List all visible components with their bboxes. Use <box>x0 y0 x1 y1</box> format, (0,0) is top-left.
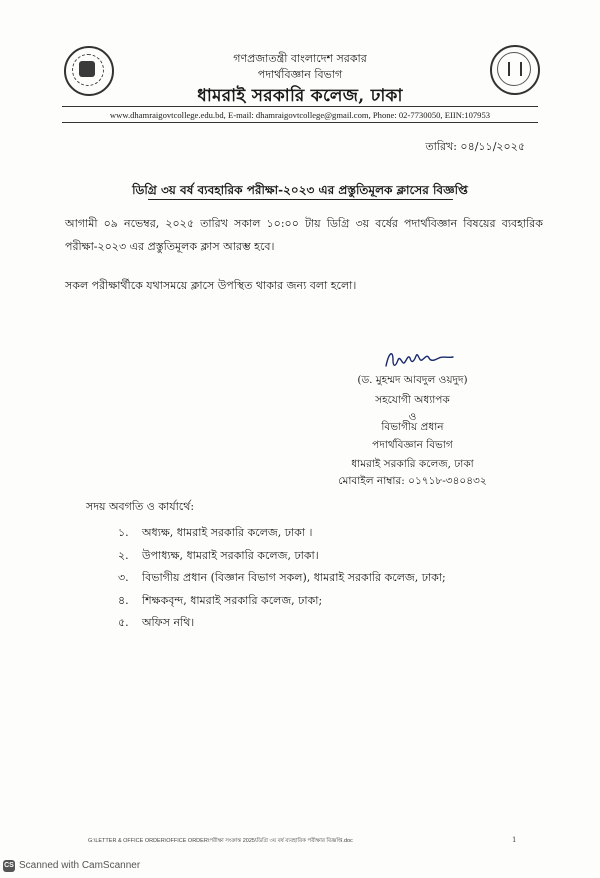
list-item-number: ১. <box>118 526 129 539</box>
title-underline <box>148 199 453 200</box>
camscanner-logo-icon: CS <box>3 860 15 872</box>
list-item-text: বিভাগীয় প্রধান (বিজ্ঞান বিভাগ সকল), ধামরাই সরকারি কলেজ, ঢাকা; <box>142 571 446 584</box>
signatory-mobile: মোবাইল নাম্বার: ০১৭১৮-৩৪০৪৩২ <box>338 475 487 487</box>
college-name: ধামরাই সরকারি কলেজ, ঢাকা <box>197 86 403 106</box>
list-item-text: শিক্ষকবৃন্দ, ধামরাই সরকারি কলেজ, ঢাকা; <box>142 593 323 607</box>
header-divider-bottom <box>62 122 538 123</box>
contact-line: www.dhamraigovtcollege.edu.bd, E-mail: dhamraigovtcollege@gmail.com, Phone: 02-7730050, EIIN:107953 <box>109 110 491 120</box>
notice-date: তারিখ: ০৪/১১/২০২৫ <box>425 140 525 153</box>
list-item-number: ৪. <box>118 593 129 607</box>
list-item <box>118 567 446 590</box>
cc-heading: সদয় অবগতি ও কার্যার্থে: <box>86 500 195 513</box>
cc-list <box>118 522 446 635</box>
scanner-watermark: Scanned with CamScanner <box>19 860 141 871</box>
body-paragraph-2: সকল পরীক্ষার্থীকে যথাসময়ে ক্লাসে উপস্থিত থাকার জন্য বলা হলো। <box>65 279 357 292</box>
page-number: 1 <box>512 836 517 844</box>
list-item-text: উপাধ্যক্ষ, ধামরাই সরকারি কলেজ, ঢাকা। <box>142 548 319 562</box>
list-item-number: ৫. <box>118 616 129 629</box>
signatory-college: ধামরাই সরকারি কলেজ, ঢাকা <box>351 458 474 470</box>
body-paragraph-1: আগামী ০৯ নভেম্বর, ২০২৫ তারিখ সকাল ১০:০০ টায় ডিগ্রি ৩য় বর্ষের পদার্থবিজ্ঞান বিষয়ের ব্যবহারিক পরীক্ষা-২০২৩ এর প্রস্তুতিমূলক ক্লাস আরম্ভ হবে। <box>65 217 543 253</box>
notice-title: ডিগ্রি ৩য় বর্ষ ব্যবহারিক পরীক্ষা-২০২৩ এর প্রস্তুতিমূলক ক্লাসের বিজ্ঞপ্তি <box>132 183 468 197</box>
government-name: গণপ্রজাতন্ত্রী বাংলাদেশ সরকার <box>233 52 367 65</box>
signatory-and: ও <box>408 411 417 423</box>
signatory-role: বিভাগীয় প্রধান <box>381 421 444 433</box>
signatory-name: (ড. মুহম্মদ আবদুল ওয়দুদ) <box>357 374 468 386</box>
footer-file-path: G:\LETTER & OFFICE ORDER\OFFICE ORDER\পরীক্ষা সংক্রান্ত 2025\ডিগ্রি ৩য় বর্ষ ব্যবহারিক পরীক্ষার বিজ্ঞপ্তি.doc <box>88 838 353 844</box>
signatory-department: পদার্থবিজ্ঞান বিভাগ <box>372 439 453 451</box>
list-item <box>118 522 446 545</box>
list-item <box>118 612 446 635</box>
list-item-text: অফিস নথি। <box>142 616 195 629</box>
list-item-text: অধ্যক্ষ, ধামরাই সরকারি কলেজ, ঢাকা । <box>142 526 313 539</box>
list-item <box>118 545 446 568</box>
list-item-number: ৩. <box>118 571 129 584</box>
department-name: পদার্থবিজ্ঞান বিভাগ <box>257 68 343 81</box>
header-divider <box>62 106 538 107</box>
signature-icon <box>383 346 458 374</box>
list-item-number: ২. <box>118 548 129 562</box>
list-item <box>118 590 446 613</box>
signatory-designation: সহযোগী অধ্যাপক <box>375 394 450 406</box>
